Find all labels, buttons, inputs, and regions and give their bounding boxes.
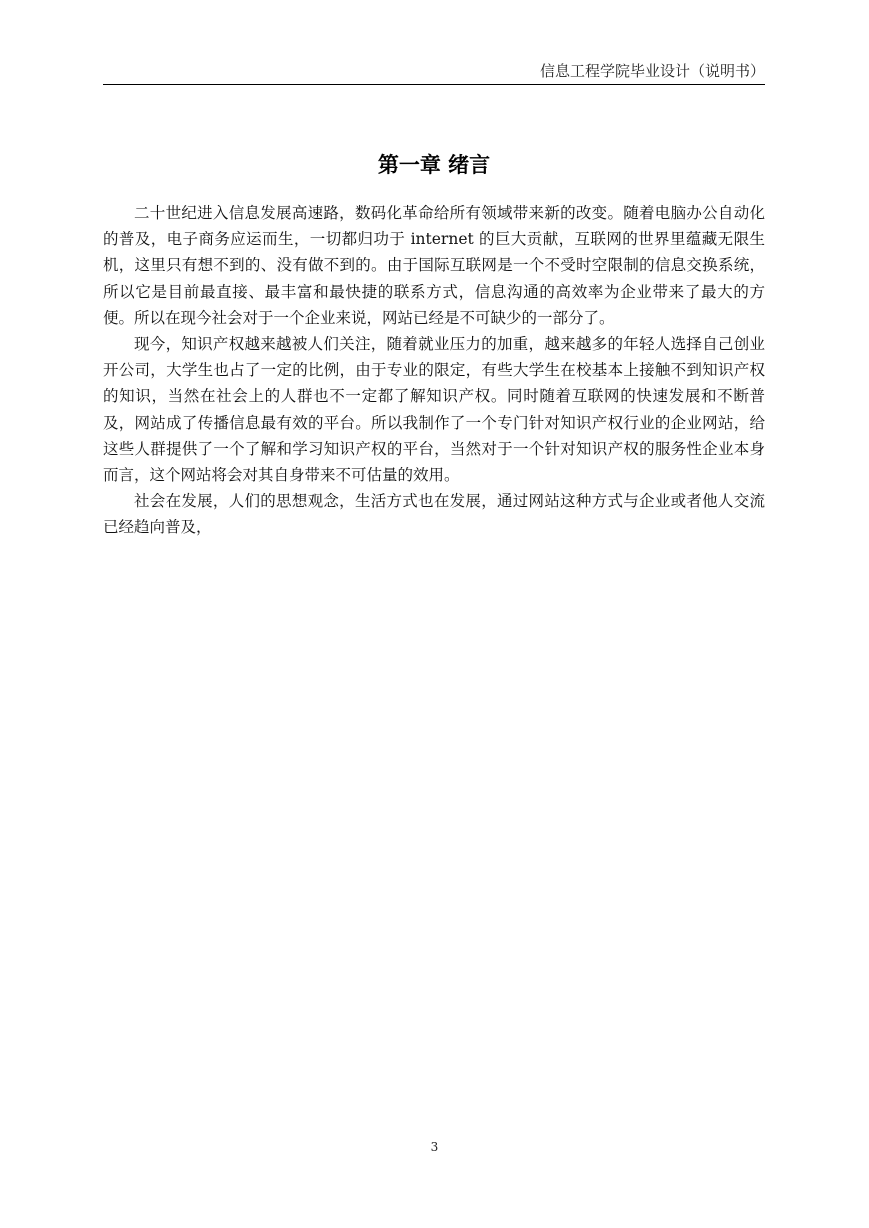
body-text xyxy=(103,200,765,541)
paragraph-2: 现今，知识产权越来越被人们关注，随着就业压力的加重，越来越多的年轻人选择自己创业开公司，大学生也占了一定的比例，由于专业的限定，有些大学生在校基本上接触不到知识产权的知识，当然在社会上的人群也不一定都了解知识产权。同时随着互联网的快速发展和不断普及，网站成了传播信息最有效的平台。所以我制作了一个专门针对知识产权行业的企业网站，给这些人群提供了一个了解和学习知识产权的平台，当然对于一个针对知识产权的服务性企业本身而言，这个网站将会对其自身带来不可估量的效用。 xyxy=(103,335,765,485)
page-header xyxy=(103,62,765,85)
paragraph-1: 二十世纪进入信息发展高速路，数码化革命给所有领域带来新的改变。随着电脑办公自动化的普及，电子商务应运而生，一切都归功于 internet 的巨大贡献，互联网的世界里蕴藏无限生机，这里只有想不到的、没有做不到的。由于国际互联网是一个不受时空限制的信息交换系统，所以它是目前最直接、最丰富和最快捷的联系方式，信息沟通的高效率为企业带来了最大的方便。所以在现今社会对于一个企业来说，网站已经是不可缺少的一部分了。 xyxy=(103,204,765,327)
header-title: 信息工程学院毕业设计（说明书） xyxy=(539,62,765,80)
paragraph-3: 社会在发展，人们的思想观念，生活方式也在发展，通过网站这种方式与企业或者他人交流已经趋向普及， xyxy=(103,492,765,537)
page-number: 3 xyxy=(430,1140,439,1154)
chapter-title: 第一章 绪言 xyxy=(377,153,491,177)
